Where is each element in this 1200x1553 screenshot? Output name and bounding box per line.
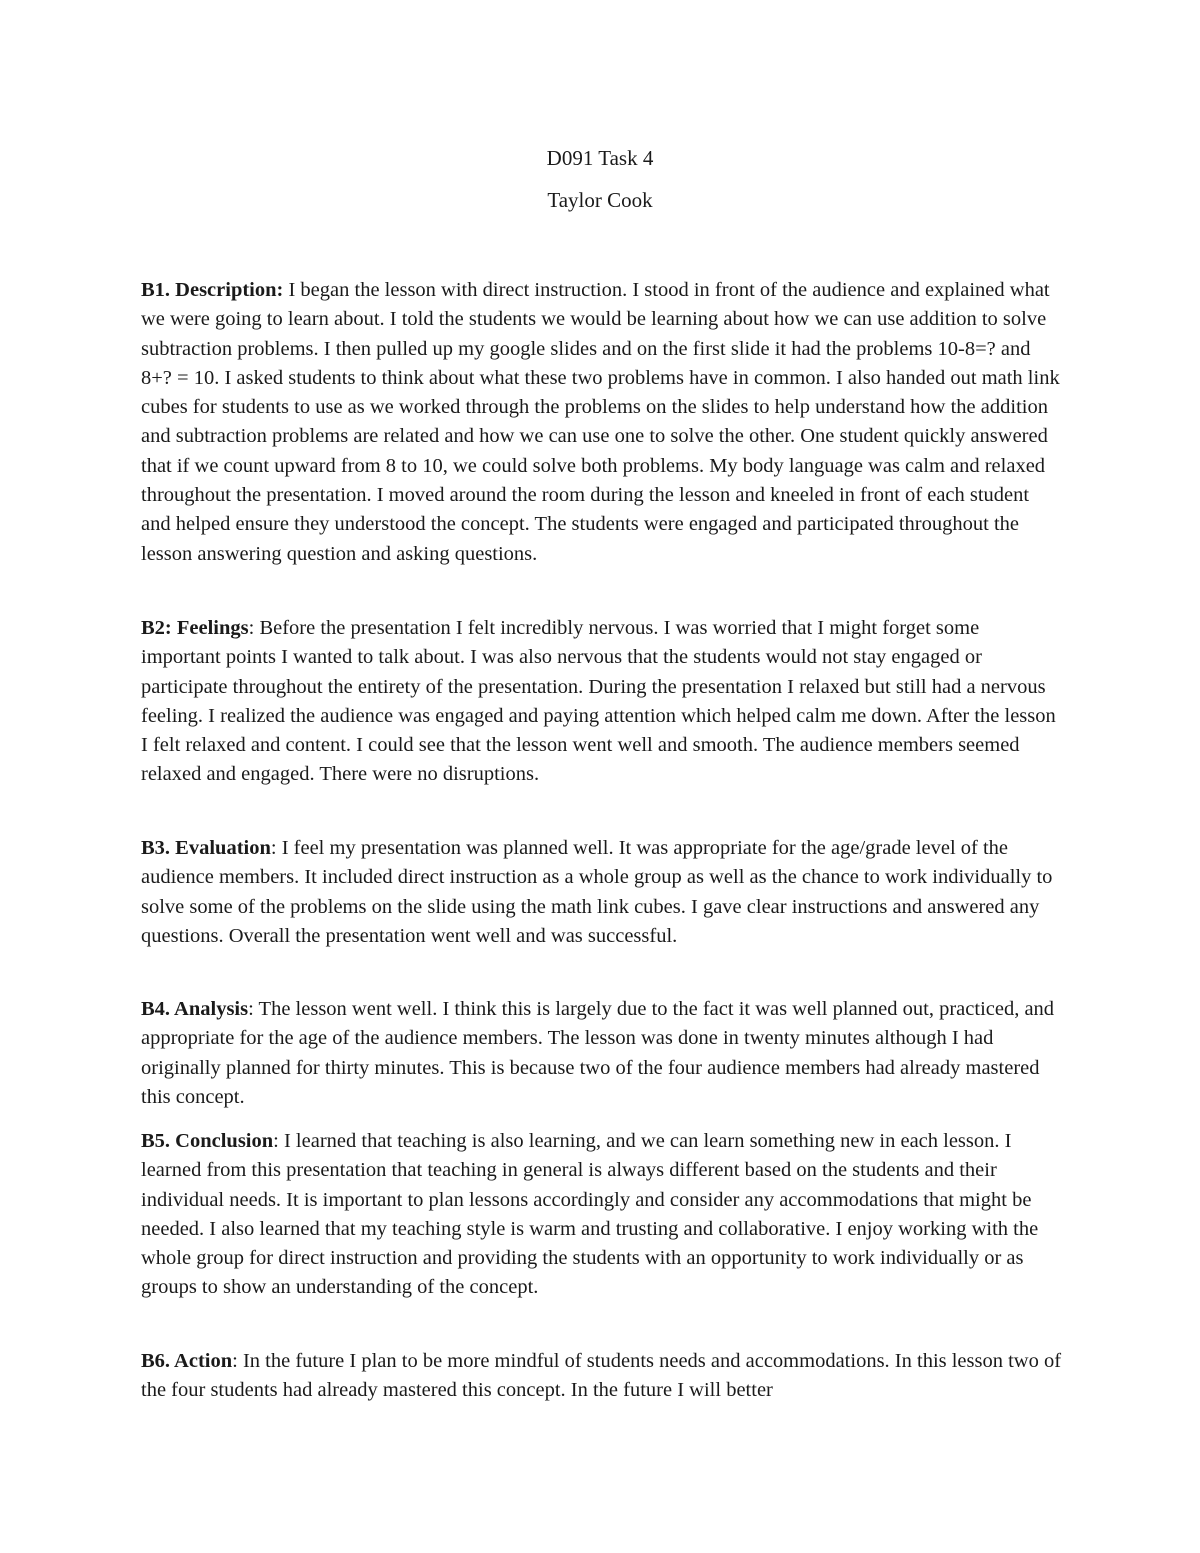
section-label: B4. Analysis	[141, 998, 249, 1020]
section-b5-conclusion	[141, 1127, 1063, 1303]
section-text: : I feel my presentation was planned well. It was appropriate for the age/grade level of the audience members. It included direct instruction as a whole group as well as the chance to work individually to solve some of the problems on the slide using the math link cubes. I gave clear instructions and answered any questions. Overall the presentation went well and was successful.	[141, 837, 1053, 947]
document-title: D091 Task 4	[546, 146, 654, 170]
section-label: B2: Feelings	[141, 617, 249, 639]
section-text: : I learned that teaching is also learning, and we can learn something new in each lesson. I learned from this presentation that teaching in general is always different based on the students and their individual needs. It is important to plan lessons accordingly and consider any accommodations that might be needed. I also learned that my teaching style is warm and trusting and collaborative. I enjoy working with the whole group for direct instruction and providing the students with an opportunity to work individually or as groups to show an understanding of the concept.	[141, 1130, 1039, 1299]
section-label: B1. Description:	[141, 279, 284, 301]
section-text: : Before the presentation I felt incredibly nervous. I was worried that I might forget some important points I wanted to talk about. I was also nervous that the students would not stay engaged or participate throughout the entirety of the presentation. During the presentation I relaxed but still had a nervous feeling. I realized the audience was engaged and paying attention which helped calm me down. After the lesson I felt relaxed and content. I could see that the lesson went well and smooth. The audience members seemed relaxed and engaged. There were no disruptions.	[141, 617, 1056, 786]
section-b2-feelings	[141, 614, 1063, 790]
section-text: I began the lesson with direct instruction. I stood in front of the audience and explained what we were going to learn about. I told the students we would be learning about how we can use addition to solve subtraction problems. I then pulled up my google slides and on the first slide it had the problems 10-8=? and 8+? = 10. I asked students to think about what these two problems have in common. I also handed out math link cubes for students to use as we worked through the problems on the slides to help understand how the addition and subtraction problems are related and how we can use one to solve the other. One student quickly answered that if we count upward from 8 to 10, we could solve both problems. My body language was calm and relaxed throughout the presentation. I moved around the room during the lesson and kneeled in front of each student and helped ensure they understood the concept. The students were engaged and participated throughout the lesson answering question and asking questions.	[141, 279, 1060, 565]
section-text: : In the future I plan to be more mindful of students needs and accommodations. In this lesson two of the four students had already mastered this concept. In the future I will better	[141, 1350, 1062, 1402]
document-author: Taylor Cook	[547, 188, 653, 212]
section-b4-analysis	[141, 995, 1063, 1112]
section-label: B6. Action	[141, 1350, 233, 1372]
section-b1-description	[141, 276, 1063, 569]
section-b3-evaluation	[141, 834, 1063, 951]
section-text: : The lesson went well. I think this is largely due to the fact it was well planned out, practiced, and appropriate for the age of the audience members. The lesson was done in twenty minutes although I had originally planned for thirty minutes. This is because two of the four audience members had already mastered this concept.	[141, 998, 1055, 1108]
section-label: B3. Evaluation	[141, 837, 271, 859]
section-label: B5. Conclusion	[141, 1130, 274, 1152]
section-b6-action	[141, 1347, 1063, 1406]
